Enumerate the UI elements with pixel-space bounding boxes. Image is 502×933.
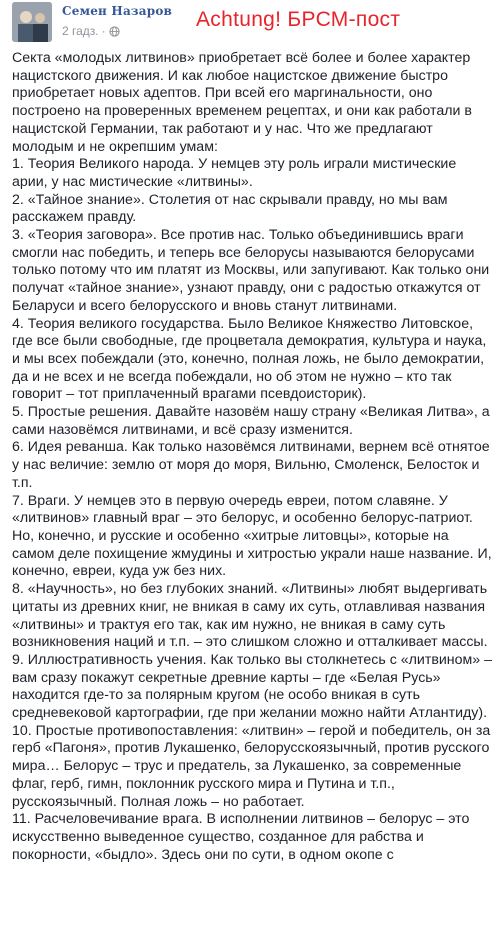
meta-separator: · <box>101 24 106 38</box>
post-paragraph: Секта «молодых литвинов» приобретает всё более и более характер нацистского движения. И как любое нацистское движение быстро приобретает новых адептов. При всей его маргинальности, оно построено на проверенных временем рецептах, и они как работали в нацистской Германии, так работают и у нас. Что же предлагают молодым и не окрепшим умам: <box>12 50 472 155</box>
post-meta <box>62 24 120 38</box>
post-paragraph: 11. Расчеловечивание врага. В исполнении литвинов – белорус – это искусственно выведенное существо, созданное для рабства и покорности, «быдло». Здесь они по сути, в одном окопе с <box>12 811 470 863</box>
post-header <box>0 0 502 50</box>
author-name[interactable]: Семен Назаров <box>62 4 173 18</box>
post-paragraph: 1. Теория Великого народа. У немцев эту роль играли мистические арии, у нас мистические «литвины». <box>12 156 457 190</box>
globe-icon[interactable] <box>109 26 120 37</box>
author-avatar[interactable] <box>12 2 52 42</box>
post-paragraph: 5. Простые решения. Давайте назовём нашу страну «Великая Литва», а сами назовёмся литвинами, и всё сразу изменится. <box>12 404 490 438</box>
post-paragraph: 6. Идея реванша. Как только назовёмся литвинами, вернем всё отнятое у нас величие: землю от моря до моря, Вильню, Смоленск, Белосток и т.п. <box>12 439 490 491</box>
post-paragraph: 4. Теория великого государства. Было Великое Княжество Литовское, где все были свободные, где процветала демократия, культура и наука, и мы всех побеждали (это, конечно, полная ложь, не было демократии, да и не всех и не всегда побеждали, но об этом не нужно – кто так говорит – тот приплаченный врагами псевдоисторик). <box>12 315 487 403</box>
post-paragraph: 10. Простые противопоставления: «литвин» – герой и победитель, он за герб «Пагоня», против Лукашенко, белорусскоязычный, против русского мира… Белорус – трус и предатель, за Лукашенко, за современные флаг, герб, гимн, поклонник русского мира и Путина и т.п., русскоязычный. Полная ложь – но работает. <box>12 722 491 810</box>
post-paragraph: 7. Враги. У немцев это в первую очередь евреи, потом славяне. У «литвинов» главный враг – это белорус, и особенно белорус-патриот. Но, конечно, и русские и особенно «хитрые литовцы», которые на самом деле похищение жмудины и хитростью украли наше название. И, конечно, евреи, куда уж без них. <box>12 492 492 580</box>
post-timestamp[interactable]: 2 гадз. <box>62 24 99 38</box>
overlay-title: Achtung! БРСМ-пост <box>196 8 401 31</box>
post-body <box>12 50 492 864</box>
post-paragraph: 9. Иллюстративность учения. Как только вы столкнетесь с «литвином» – вам сразу покажут секретные древние карты – где «Белая Русь» находится где-то за полярным кругом (не особо вникая в суть средневековой картографии, где при желании можно найти Атлантиду). <box>12 651 493 722</box>
post-paragraph: 3. «Теория заговора». Все против нас. Только объединившись враги смогли нас победить, и теперь все белорусы называются белорусами только потому что им платят из Москвы, или запугивают. Как только они получат «тайное знание», узнают правду, они с радостью откажутся от Беларуси и всего белорусского и вновь станут литвинами. <box>12 227 490 314</box>
avatar-photo-icon <box>12 2 52 42</box>
post-paragraph: 8. «Научность», но без глубоких знаний. «Литвины» любят выдергивать цитаты из древних книг, не вникая в саму их суть, отлавливая названия «литвины» и трактуя его так, как им нужно, не вникая в саму суть возникновения наций и т.п. – это слишком сложно и отталкивает массы. <box>12 581 488 651</box>
post-paragraph: 2. «Тайное знание». Столетия от нас скрывали правду, но мы вам расскажем правду. <box>12 191 448 226</box>
